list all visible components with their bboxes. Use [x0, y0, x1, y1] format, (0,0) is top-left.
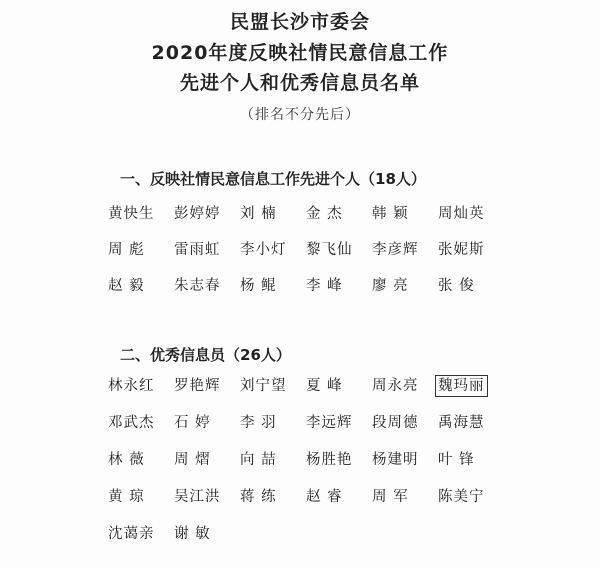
section1-name-grid [108, 203, 558, 311]
name-entry: 蒋 练 [240, 489, 277, 505]
name-entry: 周 军 [372, 489, 409, 505]
name-entry: 石 婷 [174, 415, 211, 431]
ordering-note: （排名不分先后） [240, 107, 360, 123]
name-entry: 向 喆 [240, 452, 277, 468]
name-entry: 廖 亮 [372, 278, 409, 294]
name-entry: 周灿英 [438, 206, 485, 222]
title-list-name: 先进个人和优秀信息员名单 [179, 72, 420, 94]
name-entry: 黎飞仙 [306, 242, 353, 258]
name-entry: 黄快生 [108, 206, 155, 222]
name-entry: 赵 毅 [108, 278, 145, 294]
name-entry: 杨建明 [372, 452, 419, 468]
name-entry: 陈美宁 [438, 489, 485, 505]
title-year-topic: 2020年度反映社情民意信息工作 [151, 42, 449, 64]
name-entry: 李远辉 [306, 415, 353, 431]
title-organization: 民盟长沙市委会 [229, 11, 370, 33]
name-entry: 金 杰 [306, 206, 343, 222]
name-entry: 谢 敏 [174, 526, 211, 542]
name-entry: 段周德 [372, 415, 419, 431]
name-entry: 沈蔼亲 [108, 526, 155, 542]
name-entry: 吴江洪 [174, 489, 221, 505]
name-entry: 韩 颖 [372, 206, 409, 222]
name-entry: 林 薇 [108, 452, 145, 468]
name-entry: 刘 楠 [240, 206, 277, 222]
name-entry: 朱志春 [174, 278, 221, 294]
name-entry: 叶 锋 [438, 452, 475, 468]
name-entry: 周 熠 [174, 452, 211, 468]
name-entry: 李 羽 [240, 415, 277, 431]
name-entry: 李彦辉 [372, 242, 419, 258]
section2-heading: 二、优秀信息员（26人） [120, 346, 291, 364]
name-entry: 黄 琼 [108, 489, 145, 505]
name-entry: 杨 鲲 [240, 278, 277, 294]
name-entry-boxed: 魏玛丽 [435, 375, 488, 397]
name-entry: 李小灯 [240, 242, 287, 258]
name-entry: 赵 睿 [306, 489, 343, 505]
name-entry: 罗艳辉 [174, 378, 221, 394]
name-entry: 杨胜艳 [306, 452, 353, 468]
name-entry: 禹海慧 [438, 415, 485, 431]
name-entry: 刘宁望 [240, 378, 287, 394]
name-entry: 张妮斯 [438, 242, 485, 258]
section2-name-grid [108, 375, 558, 560]
name-entry: 林永红 [108, 378, 155, 394]
name-entry: 周永亮 [372, 378, 419, 394]
name-entry: 周 彪 [108, 242, 145, 258]
name-entry: 邓武杰 [108, 415, 155, 431]
name-entry: 雷雨虹 [174, 242, 221, 258]
name-entry: 张 俊 [438, 278, 475, 294]
name-entry: 彭婷婷 [174, 206, 221, 222]
section1-heading: 一、反映社情民意信息工作先进个人（18人） [120, 170, 426, 188]
name-entry: 夏 峰 [306, 378, 343, 394]
name-entry: 李 峰 [306, 278, 343, 294]
